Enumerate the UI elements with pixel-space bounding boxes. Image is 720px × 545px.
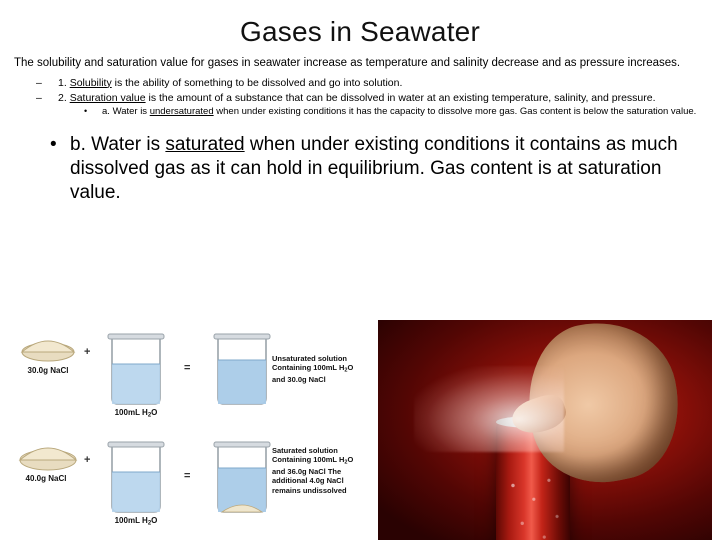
salt-pile-top	[22, 341, 74, 361]
bullet-icon: •	[50, 133, 57, 155]
emphasized-point	[14, 133, 708, 206]
dash-bullet: –	[36, 91, 42, 104]
item-text-after: when under existing conditions it has the capacity to dissolve more gas. Gas content is below the saturation value.	[213, 105, 697, 117]
page-title: Gases in Seawater	[240, 16, 480, 47]
plus-sign-top: +	[84, 346, 91, 358]
beaker-label-bottom: 100mL $H_2O$	[114, 516, 158, 527]
item-label: a.	[102, 105, 110, 117]
item-text: is the ability of something to be dissolved and go into solution.	[111, 76, 403, 89]
item-term: undersaturated	[149, 105, 214, 117]
item-term: Solubility	[69, 76, 112, 89]
list-item	[36, 76, 708, 90]
water-droplets	[506, 470, 564, 540]
equals-sign-top: =	[184, 362, 191, 374]
beaker-diagram-svg	[8, 320, 368, 540]
item-term: saturated	[165, 133, 245, 155]
dash-bullet: –	[36, 76, 42, 89]
item-text: is the amount of a substance that can be dissolved in water at an existing temperature, salinity, and pressure.	[145, 91, 656, 104]
level2-list	[14, 76, 708, 119]
salt-label-bottom: 40.0g NaCl	[25, 474, 67, 483]
beaker-solution-top	[214, 334, 270, 404]
beaker-water-bottom	[108, 442, 164, 512]
item-text-before: Water is	[109, 105, 150, 117]
item-number: 1.	[58, 76, 67, 89]
bullet-icon: •	[84, 105, 88, 116]
slide-body	[0, 48, 720, 206]
salt-pile-bottom	[20, 448, 76, 470]
item-term: Saturation value	[69, 91, 146, 104]
soda-can-spray-photo	[378, 320, 712, 540]
list-item	[36, 91, 708, 105]
beaker-solution-bottom	[214, 442, 270, 512]
lead-paragraph: The solubility and saturation value for gases in seawater increase as temperature and salinity decrease and as pressure increases.	[14, 57, 681, 69]
beaker-label-top: 100mL $H_2O$	[114, 408, 158, 419]
gas-spray	[414, 366, 564, 452]
salt-label-top: 30.0g NaCl	[27, 366, 69, 375]
plus-sign-bottom: +	[84, 454, 91, 466]
item-number: 2.	[58, 91, 67, 104]
solubility-diagram	[8, 320, 368, 540]
beaker-water-top	[108, 334, 164, 404]
item-text-before: Water is	[85, 133, 166, 155]
list-item	[84, 106, 708, 119]
caption-saturated: Saturated solution Containing 100mL $H_2O$ and 36.0g NaCl The additional 4.0g NaCl remains undissolved	[272, 446, 354, 495]
level3-list	[36, 106, 708, 119]
figure-area	[0, 320, 720, 540]
equals-sign-bottom: =	[184, 470, 191, 482]
item-label: b.	[70, 133, 86, 155]
item-text-after: when under existing conditions it contains as much dissolved gas as it can hold in equilibrium. Gas content is at saturation value.	[70, 133, 678, 204]
caption-unsaturated: Unsaturated solution Containing 100mL $H_2O$ and 30.0g NaCl	[272, 354, 354, 384]
